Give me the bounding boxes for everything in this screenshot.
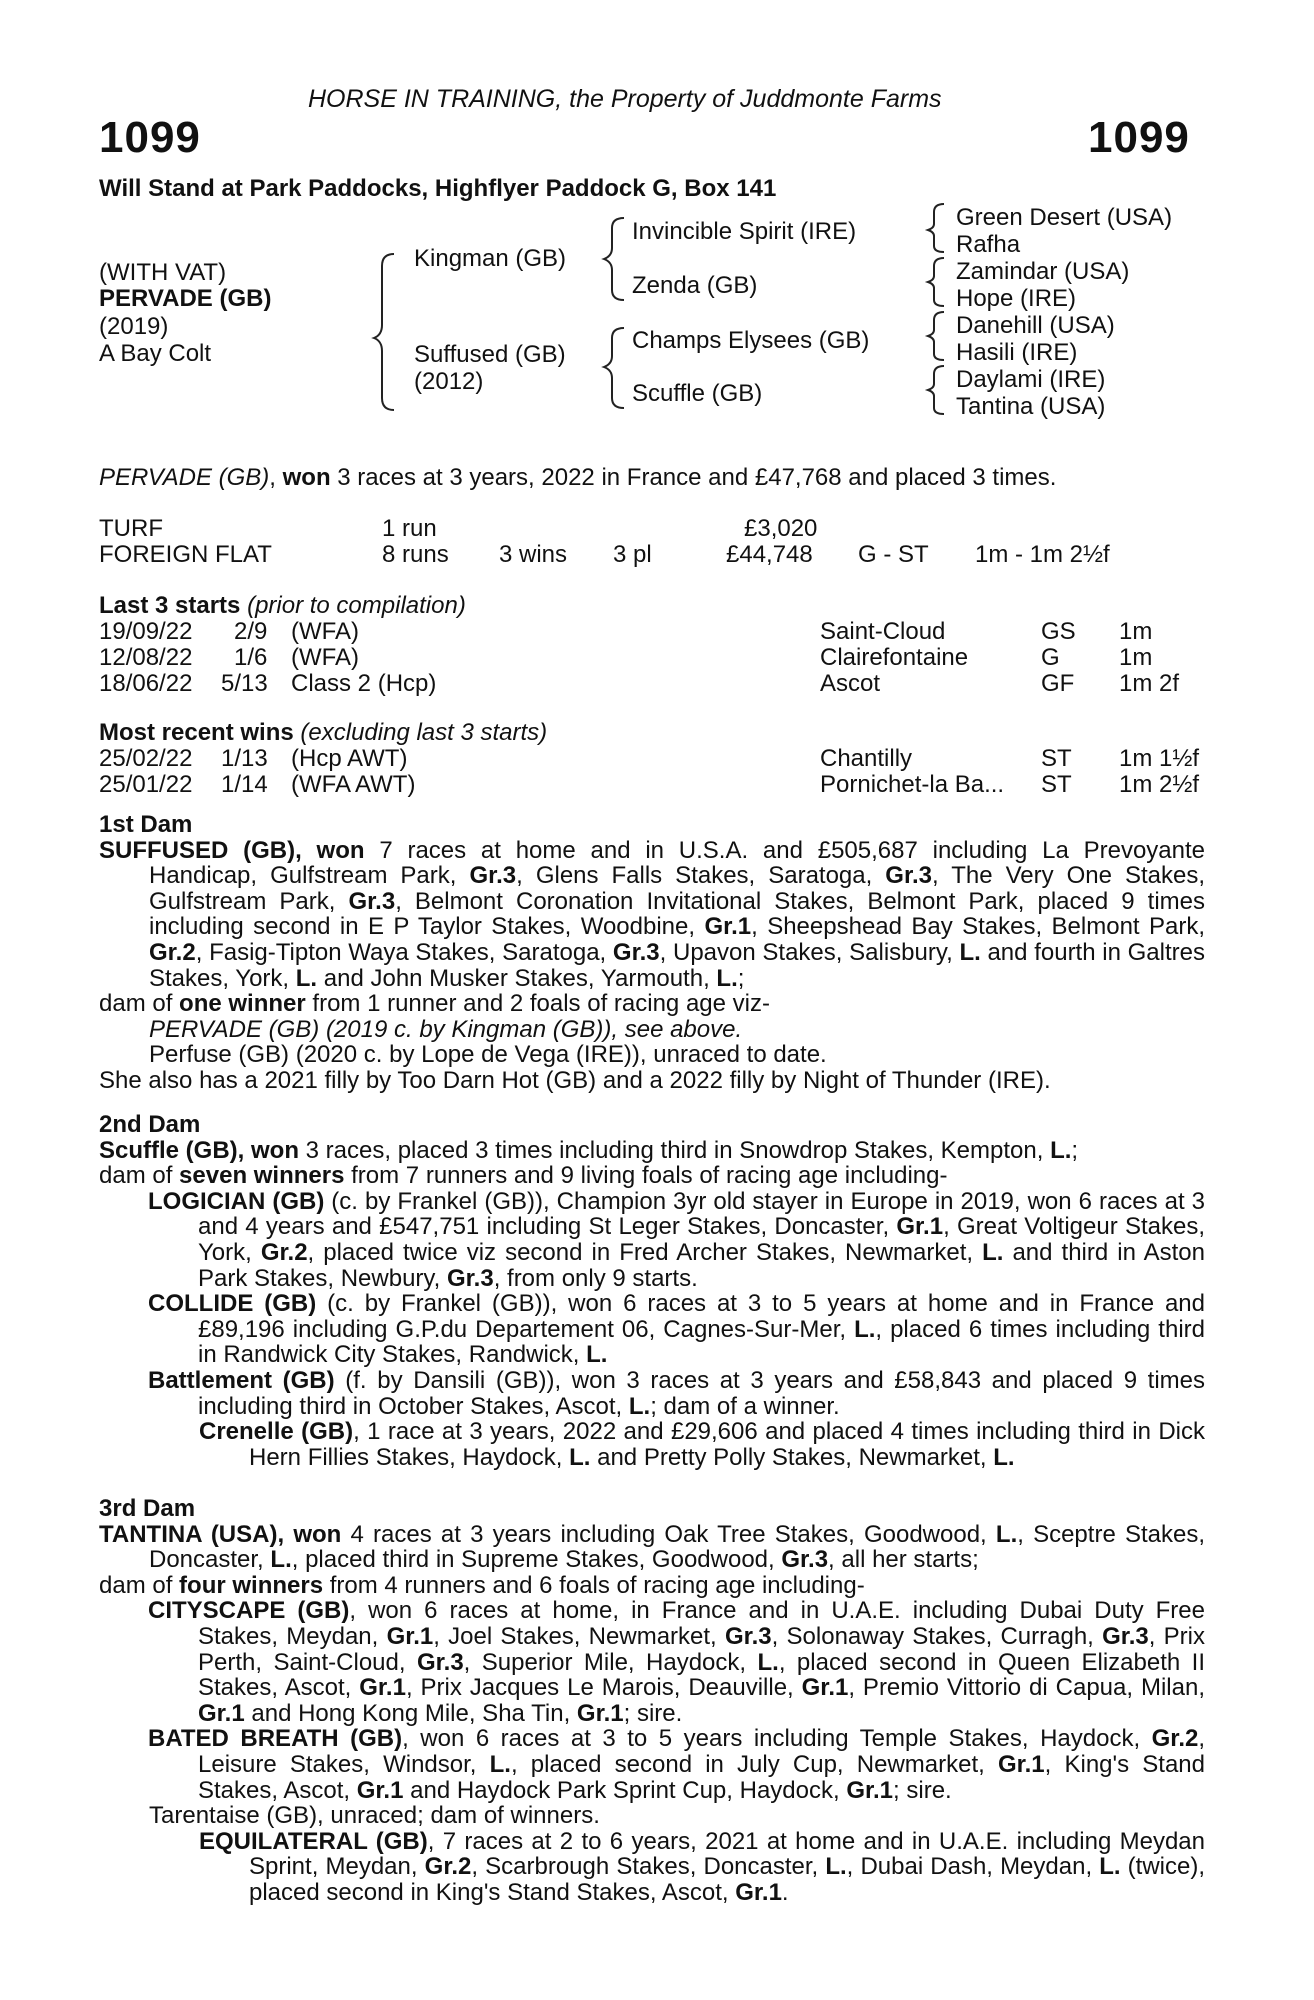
second-dam-section [99, 1112, 1205, 1470]
record-runs: 1 run [382, 515, 437, 542]
win-going: ST [1041, 771, 1072, 798]
brace-sire [604, 218, 624, 300]
pedigree-g3-1: Green Desert (USA) [956, 204, 1173, 231]
first-dam-record: SUFFUSED (GB), won 7 races at home and in U.S.A. and £505,687 including La Prevoyante Handicap, Gulfstream Park, Gr.3, Glens Falls Stakes, Saratoga, Gr.3, The Very One Stakes, Gulfstream Park, Gr.3, Belmont Coronation Invitational Stakes, Belmont Park, placed 9 times including second in E P Taylor Stakes, Woodbine, Gr.1, Sheepshead Bay Stakes, Belmont Park, Gr.2, Fasig-Tipton Waya Stakes, Saratoga, Gr.3, Upavon Stakes, Salisbury, L. and fourth in Galtres Stakes, York, L. and John Musker Stakes, Yarmouth, L.; [99, 836, 1206, 992]
record-type: FOREIGN FLAT [99, 541, 272, 568]
pedigree-dam-dam: Scuffle (GB) [632, 380, 763, 407]
first-dam-section [99, 812, 1205, 1094]
first-dam-name: SUFFUSED (GB), won [99, 836, 365, 864]
first-dam-produce: dam of one winner from 1 runner and 2 foals of racing age viz- [99, 990, 770, 1018]
third-dam-title: 3rd Dam [99, 1495, 196, 1522]
start-position: 1/6 [234, 644, 268, 671]
last-starts-title: Last 3 starts [99, 592, 241, 619]
lot-number-right: 1099 [1088, 113, 1190, 162]
pedigree-g3-7: Daylami (IRE) [956, 366, 1106, 393]
win-course: Chantilly [820, 745, 913, 772]
last-starts-note: (prior to compilation) [247, 592, 466, 619]
record-row [99, 542, 1205, 568]
offspring-entry: Crenelle (GB), 1 race at 3 years, 2022 and £29,606 and placed 4 times including third in Dick Hern Fillies Stakes, Haydock, L. and Pretty Polly Stakes, Newmarket, L. [199, 1418, 1205, 1471]
lot-number-left: 1099 [99, 113, 201, 162]
start-going: GF [1041, 670, 1075, 697]
pedigree-dam-year: (2012) [414, 368, 484, 395]
win-row [99, 746, 1205, 772]
second-dam-name: Scuffle (GB), won [99, 1136, 299, 1164]
record-placed: 3 pl [613, 541, 652, 568]
offspring-entry: LOGICIAN (GB) (c. by Frankel (GB)), Champion 3yr old stayer in Europe in 2019, won 6 races at 3 and 4 years and £547,751 including St Leger Stakes, Doncaster, Gr.1, Great Voltigeur Stakes, York, Gr.2, placed twice viz second in Fred Archer Stakes, Newmarket, L. and third in Aston Park Stakes, Newbury, Gr.3, from only 9 starts. [148, 1187, 1205, 1292]
win-date: 25/02/22 [99, 745, 193, 772]
start-course: Clairefontaine [820, 644, 969, 671]
pedigree-sire-dam: Zenda (GB) [632, 272, 758, 299]
record-prize: £3,020 [744, 515, 818, 542]
horse-year: (2019) [99, 313, 169, 340]
start-race: Class 2 (Hcp) [291, 670, 437, 697]
start-going: GS [1041, 618, 1076, 645]
start-distance: 1m [1119, 644, 1153, 671]
start-row [99, 645, 1205, 671]
start-date: 19/09/22 [99, 618, 193, 645]
second-dam-record: Scuffle (GB), won 3 races, placed 3 times including third in Snowdrop Stakes, Kempton, L.; [99, 1136, 1079, 1164]
start-date: 12/08/22 [99, 644, 193, 671]
offspring-entry: EQUILATERAL (GB), 7 races at 2 to 6 years, 2021 at home and in U.A.E. including Meydan Sprint, Meydan, Gr.2, Scarbrough Stakes, Doncaster, L., Dubai Dash, Meydan, L. (twice), placed second in King's Stand Stakes, Ascot, Gr.1. [199, 1827, 1206, 1906]
start-distance: 1m [1119, 618, 1153, 645]
win-position: 1/14 [221, 771, 268, 798]
brace-g3-1 [928, 204, 944, 252]
start-race: (WFA) [291, 618, 359, 645]
offspring-entry: BATED BREATH (GB), won 6 races at 3 to 5 years including Temple Stakes, Haydock, Gr.2, Leisure Stakes, Windsor, L., placed second in July Cup, Newmarket, Gr.1, King's Stand Stakes, Ascot, Gr.1 and Haydock Park Sprint Cup, Haydock, Gr.1; sire. [148, 1725, 1206, 1804]
brace-g3-2 [928, 258, 944, 306]
start-date: 18/06/22 [99, 670, 193, 697]
second-dam-produce: dam of seven winners from 7 runners and 9 living foals of racing age including- [99, 1162, 948, 1190]
record-runs: 8 runs [382, 541, 449, 568]
brace-g3-3 [928, 312, 944, 360]
pedigree-sire: Kingman (GB) [414, 245, 567, 272]
record-prize: £44,748 [726, 541, 813, 568]
second-dam-title: 2nd Dam [99, 1111, 201, 1138]
start-distance: 1m 2f [1119, 670, 1180, 697]
record-wins: 3 wins [499, 541, 568, 568]
start-going: G [1041, 644, 1060, 671]
pedigree-g3-8: Tantina (USA) [956, 393, 1106, 420]
start-position: 2/9 [234, 618, 268, 645]
pedigree-g3-5: Danehill (USA) [956, 312, 1115, 339]
last-starts-heading [99, 593, 466, 619]
win-race: (Hcp AWT) [291, 745, 408, 772]
offspring-entry: COLLIDE (GB) (c. by Frankel (GB)), won 6 races at 3 to 5 years at home and in France and £89,196 including G.P.du Departement 06, Cagnes-Sur-Mer, L., placed 6 times including third in Randwick City Stakes, Randwick, L. [148, 1290, 1205, 1369]
pedigree-g3-6: Hasili (IRE) [956, 339, 1078, 366]
third-dam-record: TANTINA (USA), won 4 races at 3 years including Oak Tree Stakes, Goodwood, L., Sceptre Stakes, Doncaster, L., placed third in Supreme Stakes, Goodwood, Gr.3, all her starts; [99, 1520, 1206, 1574]
win-going: ST [1041, 745, 1072, 772]
pedigree-g3-3: Zamindar (USA) [956, 258, 1130, 285]
start-race: (WFA) [291, 644, 359, 671]
third-dam-section [99, 1496, 1205, 1906]
first-dam-offspring: PERVADE (GB) (2019 c. by Kingman (GB)), see above. [149, 1015, 743, 1043]
pedigree-g3-2: Rafha [956, 231, 1021, 258]
offspring-entry: Tarentaise (GB), unraced; dam of winners. [149, 1802, 600, 1830]
recent-wins-note: (excluding last 3 starts) [300, 719, 548, 746]
summary-won: won [282, 464, 331, 491]
first-dam-title: 1st Dam [99, 811, 193, 838]
brace-dam [604, 328, 624, 408]
offspring-entry: Battlement (GB) (f. by Dansili (GB)), won 3 races at 3 years and £58,843 and placed 9 times including third in October Stakes, Ascot, L.; dam of a winner. [148, 1366, 1206, 1420]
win-row [99, 772, 1205, 798]
win-distance: 1m 2½f [1119, 771, 1200, 798]
vat-label: (WITH VAT) [99, 259, 227, 286]
start-course: Ascot [820, 670, 881, 697]
third-dam-name: TANTINA (USA), won [99, 1520, 342, 1548]
horse-name: PERVADE (GB) [99, 285, 272, 312]
pedigree-g3-4: Hope (IRE) [956, 285, 1077, 312]
record-going: G - ST [858, 541, 929, 568]
pedigree-dam: Suffused (GB) [414, 341, 566, 368]
offspring-entry: CITYSCAPE (GB), won 6 races at home, in France and in U.A.E. including Dubai Duty Free Stakes, Meydan, Gr.1, Joel Stakes, Newmarket, Gr.3, Solonaway Stakes, Curragh, Gr.3, Prix Perth, Saint-Cloud, Gr.3, Superior Mile, Haydock, L., placed second in Queen Elizabeth II Stakes, Ascot, Gr.1, Prix Jacques Le Marois, Deauville, Gr.1, Premio Vittorio di Capua, Milan, Gr.1 and Hong Kong Mile, Sha Tin, Gr.1; sire. [148, 1597, 1206, 1727]
start-row [99, 619, 1205, 645]
race-summary: PERVADE (GB), won 3 races at 3 years, 2022 in France and £47,768 and placed 3 times. [99, 464, 1057, 491]
pedigree-sire-sire: Invincible Spirit (IRE) [632, 218, 857, 245]
first-dam-offspring: Perfuse (GB) (2020 c. by Lope de Vega (IRE)), unraced to date. [149, 1041, 827, 1069]
start-course: Saint-Cloud [820, 618, 946, 645]
horse-description: A Bay Colt [99, 340, 212, 367]
record-row [99, 516, 1205, 542]
summary-name: PERVADE (GB) [99, 464, 270, 491]
win-course: Pornichet-la Ba... [820, 771, 1005, 798]
first-dam-also: She also has a 2021 filly by Too Darn Hot (GB) and a 2022 filly by Night of Thunder (IRE). [99, 1066, 1051, 1094]
record-distance: 1m - 1m 2½f [975, 541, 1110, 568]
top-line: HORSE IN TRAINING, the Property of Juddmonte Farms [308, 85, 942, 113]
win-position: 1/13 [221, 745, 268, 772]
third-dam-produce: dam of four winners from 4 runners and 6 foals of racing age including- [99, 1571, 865, 1599]
start-position: 5/13 [221, 670, 268, 697]
record-type: TURF [99, 515, 163, 542]
brace-g3-4 [928, 366, 944, 414]
win-date: 25/01/22 [99, 771, 193, 798]
win-distance: 1m 1½f [1119, 745, 1200, 772]
win-race: (WFA AWT) [291, 771, 416, 798]
recent-wins-title: Most recent wins [99, 719, 294, 746]
brace-gen1 [374, 254, 394, 410]
stand-location: Will Stand at Park Paddocks, Highflyer Paddock G, Box 141 [99, 175, 777, 202]
summary-text: 3 races at 3 years, 2022 in France and £47,768 and placed 3 times. [330, 464, 1057, 491]
recent-wins-heading [99, 720, 547, 746]
start-row [99, 671, 1205, 697]
pedigree-dam-sire: Champs Elysees (GB) [632, 327, 870, 354]
